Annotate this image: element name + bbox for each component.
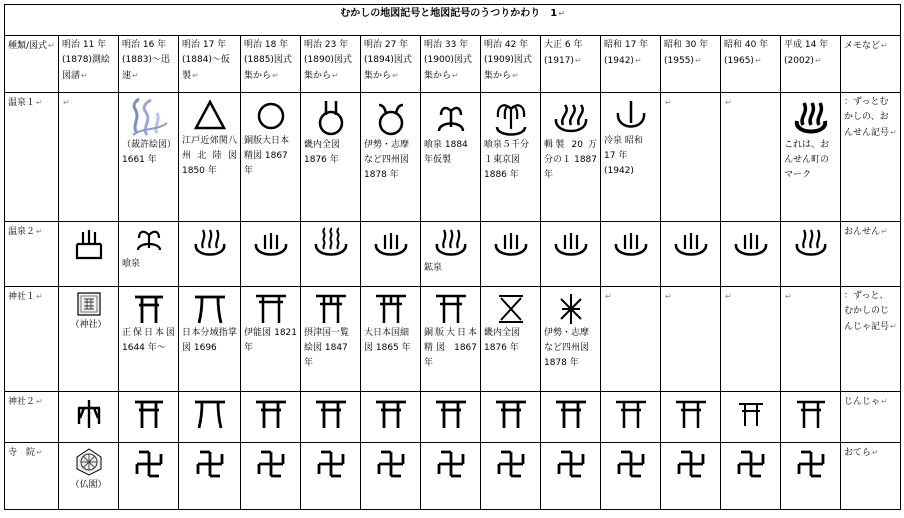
- cell: [541, 443, 601, 510]
- header-cell-1878: 明治 11 年(1878)測絵図譜↵: [59, 36, 119, 93]
- cell: [301, 443, 361, 510]
- onsen-icon: [251, 226, 291, 260]
- cell: ↵: [721, 287, 781, 392]
- cell: ↵: [601, 287, 661, 392]
- torii-icon: [190, 291, 230, 325]
- torii-icon: [491, 396, 531, 430]
- onsen-icon: [491, 226, 531, 260]
- cell: [179, 222, 241, 287]
- header-cell-1894: 明治 27 年(1894)図式集から↵: [361, 36, 421, 93]
- cell: [781, 222, 841, 287]
- cell: 鉱泉: [421, 222, 481, 287]
- cell: [241, 443, 301, 510]
- circle-icon: [251, 97, 291, 133]
- cold-spring-icon: [611, 97, 651, 133]
- geyser-icon: [129, 226, 169, 256]
- header-cell-1884: 明治 17 年(1884)～仮製↵: [179, 36, 241, 93]
- cell: [361, 222, 421, 287]
- cell: ↵: [721, 93, 781, 222]
- cell: [241, 222, 301, 287]
- cell: [119, 443, 179, 510]
- temple-seal-icon: [74, 447, 104, 477]
- cell: 伊勢・志摩など四州図 1878 年: [541, 287, 601, 392]
- cell: 正保日本図 1644 年～: [119, 287, 179, 392]
- manji-icon: [491, 447, 531, 481]
- header-cell-1942: 昭和 17 年(1942)↵: [601, 36, 661, 93]
- torii-icon: [371, 291, 411, 325]
- cell: 銅版大日本精図 1867 年: [241, 93, 301, 222]
- torii-icon: [431, 291, 471, 325]
- manji-icon: [431, 447, 471, 481]
- torii-icon: [611, 396, 651, 430]
- cell: [59, 222, 119, 287]
- header-cell-1900: 明治 33 年(1900)図式集から↵: [421, 36, 481, 93]
- cell: 日本分域指掌図 1696: [179, 287, 241, 392]
- cell: [361, 392, 421, 443]
- onsen-icon: [731, 226, 771, 260]
- table-row-onsen1: [5, 93, 901, 222]
- cell: [179, 443, 241, 510]
- bath-tub-icon: [69, 226, 109, 262]
- cell: [721, 222, 781, 287]
- onsen-icon: [431, 226, 471, 260]
- triangle-icon: [190, 97, 230, 133]
- manji-icon: [611, 447, 651, 481]
- cell: [421, 443, 481, 510]
- cell: 畿内全図 1876 年: [301, 93, 361, 222]
- memo-cell: ：ずっと、むかしのじんじゃ記号↵: [841, 287, 901, 392]
- cell: （仏閣）: [59, 443, 119, 510]
- manji-icon: [311, 447, 351, 481]
- torii-icon: [190, 396, 230, 430]
- memo-cell: おてら↵: [841, 443, 901, 510]
- cell: [661, 392, 721, 443]
- shrine-seal-icon: [75, 291, 103, 317]
- cell: ↵: [781, 287, 841, 392]
- manji-icon: [129, 447, 169, 481]
- cell: 銅版大日本精図 1867 年: [421, 287, 481, 392]
- torii-icon: [431, 396, 471, 430]
- row-label-onsen1: 温泉１↵: [5, 93, 59, 222]
- torii-icon: [551, 396, 591, 430]
- torii-icon: [671, 396, 711, 430]
- torii-icon: [371, 396, 411, 430]
- onsen-icon: [791, 226, 831, 260]
- torii-icon: [731, 396, 771, 430]
- cell: （神社）: [59, 287, 119, 392]
- crossed-box-icon: [491, 291, 531, 325]
- cell: [601, 392, 661, 443]
- header-cell-2002: 平成 14 年(2002)↵: [781, 36, 841, 93]
- cell: [421, 392, 481, 443]
- header-cell-1965: 昭和 40 年(1965)↵: [721, 36, 781, 93]
- cell: [241, 392, 301, 443]
- shrine-pole-icon: [69, 396, 109, 430]
- cell: [601, 222, 661, 287]
- onsen-wavy-icon: [311, 226, 351, 260]
- header-cell-memo: メモなど↵: [841, 36, 901, 93]
- cell: 冷泉 昭和 17 年(1942): [601, 93, 661, 222]
- torii-icon: [311, 291, 351, 325]
- cell: ↵: [661, 287, 721, 392]
- header-cell-1890: 明治 23 年(1890)図式集から↵: [301, 36, 361, 93]
- onsen-icon: [611, 226, 651, 260]
- header-cell-1909: 明治 42 年(1909)図式集から↵: [481, 36, 541, 93]
- cell: [661, 443, 721, 510]
- cell: 伊能図 1821 年: [241, 287, 301, 392]
- cell: [179, 392, 241, 443]
- asterisk-cross-icon: [551, 291, 591, 325]
- cell: [541, 222, 601, 287]
- table-row-jinja1: [5, 287, 901, 392]
- torii-icon: [251, 291, 291, 325]
- cell: ↵: [59, 93, 119, 222]
- torii-icon: [129, 396, 169, 430]
- header-cell-type: 種類/図式↵: [5, 36, 59, 93]
- cell: [661, 222, 721, 287]
- cell: 輯製 20 万分の１ 1887 年: [541, 93, 601, 222]
- cell: [119, 392, 179, 443]
- cell: [301, 392, 361, 443]
- cell: [541, 392, 601, 443]
- header-cell-1883: 明治 16 年(1883)～迅速↵: [119, 36, 179, 93]
- onsen-pillars-circle-icon: [311, 97, 351, 137]
- manji-icon: [190, 447, 230, 481]
- cell: 喰泉 1884 年仮製: [421, 93, 481, 222]
- table-row-onsen2: [5, 222, 901, 287]
- manji-icon: [551, 447, 591, 481]
- manji-icon: [251, 447, 291, 481]
- cell: 江戸近郊関八州北陸図 1850 年: [179, 93, 241, 222]
- header-cell-1917: 大正 6 年(1917)↵: [541, 36, 601, 93]
- table-title: むかしの地図記号と地図記号のうつりかわり 1↵: [5, 5, 901, 36]
- manji-icon: [671, 447, 711, 481]
- manji-icon: [791, 447, 831, 481]
- cell: [301, 222, 361, 287]
- cell: [721, 443, 781, 510]
- onsen-horned-circle-icon: [371, 97, 411, 137]
- fountain-icon: [491, 97, 531, 137]
- torii-icon: [129, 291, 169, 325]
- symbol-table: [4, 4, 901, 510]
- onsen-icon: [190, 226, 230, 260]
- cell: [601, 443, 661, 510]
- row-label-jinja2: 神社２↵: [5, 392, 59, 443]
- cell: 喰泉５千分１東京図 1886 年: [481, 93, 541, 222]
- cell: [361, 443, 421, 510]
- onsen-town-mark-icon: [791, 97, 831, 137]
- geyser-icon: [431, 97, 471, 137]
- memo-cell: じんじゃ↵: [841, 392, 901, 443]
- onsen-icon: [671, 226, 711, 260]
- cell: 伊勢・志摩など四州図 1878 年: [361, 93, 421, 222]
- memo-cell: おんせん↵: [841, 222, 901, 287]
- cell: [781, 392, 841, 443]
- cell: [59, 392, 119, 443]
- header-cell-1885: 明治 18 年(1885)図式集から↵: [241, 36, 301, 93]
- manji-icon: [731, 447, 771, 481]
- cell: （裁許絵図）1661 年: [119, 93, 179, 222]
- row-label-jinja1: 神社１↵: [5, 287, 59, 392]
- cell: [481, 222, 541, 287]
- cell: 畿内全図 1876 年: [481, 287, 541, 392]
- header-row: [5, 36, 901, 93]
- onsen-icon: [371, 226, 411, 260]
- torii-icon: [311, 396, 351, 430]
- cell: [481, 392, 541, 443]
- onsen-bowl-icon: [551, 97, 591, 137]
- row-label-jiin: 寺 院↵: [5, 443, 59, 510]
- table-row-jiin: [5, 443, 901, 510]
- cell: 喰泉: [119, 222, 179, 287]
- cell: ↵: [661, 93, 721, 222]
- torii-icon: [791, 396, 831, 430]
- cell: [781, 443, 841, 510]
- cell: 大日本国細図 1865 年: [361, 287, 421, 392]
- row-label-onsen2: 温泉２↵: [5, 222, 59, 287]
- cell: これは、おんせん町のマーク: [781, 93, 841, 222]
- header-cell-1955: 昭和 30 年(1955)↵: [661, 36, 721, 93]
- cell: [481, 443, 541, 510]
- cell: 摂津国一覧絵図 1847 年: [301, 287, 361, 392]
- table-row-jinja2: [5, 392, 901, 443]
- manji-icon: [371, 447, 411, 481]
- onsen-icon: [551, 226, 591, 260]
- torii-icon: [251, 396, 291, 430]
- steam-wisp-icon: [127, 97, 171, 137]
- cell: [721, 392, 781, 443]
- memo-cell: ：ずっとむかしの、おんせん記号↵: [841, 93, 901, 222]
